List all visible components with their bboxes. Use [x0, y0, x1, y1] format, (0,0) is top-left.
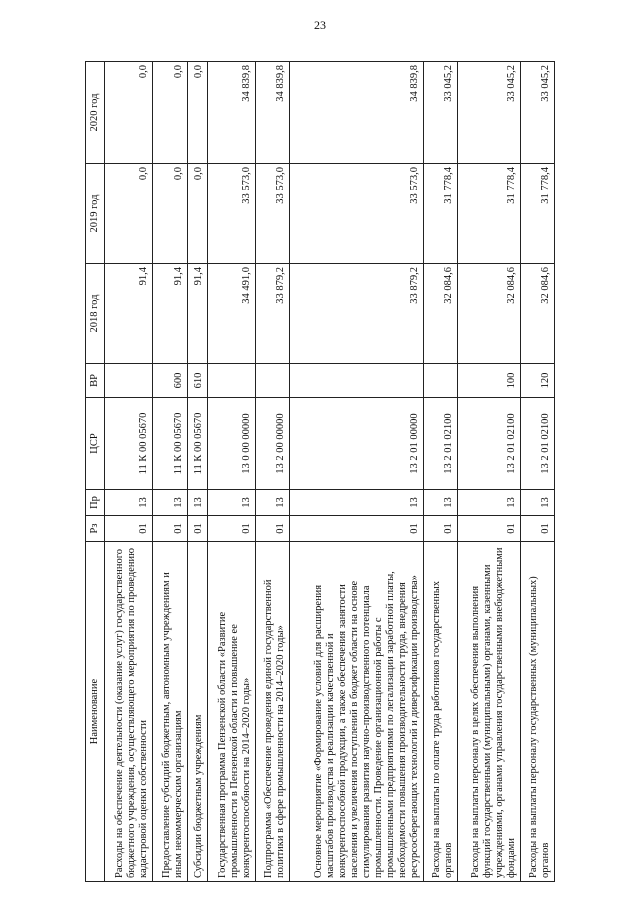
row-2018: 32 084,6	[520, 264, 554, 364]
row-csr: 11 К 00 05670	[153, 398, 187, 490]
row-pr: 13	[256, 490, 290, 516]
row-name: Государственная программа Пензенской области «Развитие промышленности в Пензенской области и повышение ее конкурентоспособности на 2014–2020 годы»	[207, 542, 255, 882]
row-rz: 01	[207, 516, 255, 542]
row-2018: 91,4	[187, 264, 207, 364]
row-pr: 13	[423, 490, 457, 516]
row-vr	[256, 364, 290, 398]
row-2018: 32 084,6	[458, 264, 521, 364]
row-2019: 31 778,4	[423, 164, 457, 264]
row-csr: 13 2 00 00000	[256, 398, 290, 490]
row-rz: 01	[520, 516, 554, 542]
page-number: 23	[314, 18, 326, 32]
row-pr: 13	[290, 490, 423, 516]
row-2018: 32 084,6	[423, 264, 457, 364]
row-name: Субсидии бюджетным учреждениям	[187, 542, 207, 882]
header-rz: Рз	[86, 516, 105, 542]
header-2020: 2020 год	[86, 62, 105, 164]
row-name: Расходы на выплаты персоналу в целях обеспечения выполнения функций государственными (муниципальными) органами, казенными учреждениями, органами управления государственными внебюджетными фондами	[458, 542, 521, 882]
row-pr: 13	[153, 490, 187, 516]
row-rz: 01	[290, 516, 423, 542]
row-2020: 0,0	[153, 62, 187, 164]
row-rz: 01	[105, 516, 153, 542]
table-row	[153, 62, 187, 882]
row-rz: 01	[187, 516, 207, 542]
header-vr: ВР	[86, 364, 105, 398]
row-name: Расходы на выплаты персоналу государственных (муниципальных) органов	[520, 542, 554, 882]
row-csr: 13 2 01 02100	[520, 398, 554, 490]
row-2019: 33 573,0	[290, 164, 423, 264]
row-2020: 0,0	[187, 62, 207, 164]
row-name: Расходы на выплаты по оплате труда работников государственных органов	[423, 542, 457, 882]
row-vr: 610	[187, 364, 207, 398]
row-pr: 13	[105, 490, 153, 516]
row-2020: 34 839,8	[290, 62, 423, 164]
row-2020: 33 045,2	[520, 62, 554, 164]
row-2019: 33 573,0	[256, 164, 290, 264]
row-rz: 01	[458, 516, 521, 542]
row-csr: 13 2 01 02100	[423, 398, 457, 490]
row-2019: 33 573,0	[207, 164, 255, 264]
header-2018: 2018 год	[86, 264, 105, 364]
budget-table-rotated	[85, 62, 555, 882]
table-row	[105, 62, 153, 882]
row-2020: 33 045,2	[458, 62, 521, 164]
row-2020: 34 839,8	[207, 62, 255, 164]
row-pr: 13	[207, 490, 255, 516]
row-2020: 33 045,2	[423, 62, 457, 164]
header-name: Наименование	[86, 542, 105, 882]
row-2019: 0,0	[105, 164, 153, 264]
table-row	[256, 62, 290, 882]
row-rz: 01	[423, 516, 457, 542]
row-vr	[423, 364, 457, 398]
row-2018: 91,4	[153, 264, 187, 364]
row-name: Подпрограмма «Обеспечение проведения единой государственной политики в сфере промышленности на 2014–2020 годы»	[256, 542, 290, 882]
table-row	[520, 62, 554, 882]
row-2019: 0,0	[153, 164, 187, 264]
row-rz: 01	[256, 516, 290, 542]
row-2020: 34 839,8	[256, 62, 290, 164]
header-2019: 2019 год	[86, 164, 105, 264]
row-2018: 91,4	[105, 264, 153, 364]
row-name: Расходы на обеспечение деятельности (оказание услуг) государственного бюджетного учреждения, осуществляющего мероприятия по проведению кадастровой оценки собственности	[105, 542, 153, 882]
row-vr	[207, 364, 255, 398]
row-name: Основное мероприятие «Формирование условий для расширения масштабов производства и реализации качественной и конкурентоспособной продукции, а также обеспечения занятости населения и увеличения поступлений в бюджет области на основе стимулирования развития научно-производственного потенциала промышленности. Проведение организационной работы с промышленными предприятиями по легализации заработной платы, необходимости повышения производительности труда, внедрения ресурсосберегающих технологий и диверсификации производства»	[290, 542, 423, 882]
row-2020: 0,0	[105, 62, 153, 164]
table-row	[458, 62, 521, 882]
row-pr: 13	[520, 490, 554, 516]
row-2018: 33 879,2	[290, 264, 423, 364]
row-vr	[105, 364, 153, 398]
row-vr: 100	[458, 364, 521, 398]
row-csr: 11 К 00 05670	[105, 398, 153, 490]
row-csr: 13 2 01 00000	[290, 398, 423, 490]
row-pr: 13	[458, 490, 521, 516]
row-rz: 01	[153, 516, 187, 542]
row-name: Предоставление субсидий бюджетным, автономным учреждениям и иным некоммерческим организациям	[153, 542, 187, 882]
row-2019: 0,0	[187, 164, 207, 264]
row-2019: 31 778,4	[520, 164, 554, 264]
table-row	[290, 62, 423, 882]
header-csr: ЦСР	[86, 398, 105, 490]
header-pr: Пр	[86, 490, 105, 516]
row-pr: 13	[187, 490, 207, 516]
budget-table	[85, 61, 555, 882]
table-row	[423, 62, 457, 882]
row-2018: 34 491,0	[207, 264, 255, 364]
table-row	[187, 62, 207, 882]
header-row	[86, 62, 105, 882]
table-row	[207, 62, 255, 882]
row-2019: 31 778,4	[458, 164, 521, 264]
row-vr: 120	[520, 364, 554, 398]
row-vr	[290, 364, 423, 398]
row-csr: 13 0 00 00000	[207, 398, 255, 490]
row-2018: 33 879,2	[256, 264, 290, 364]
row-csr: 11 К 00 05670	[187, 398, 207, 490]
row-vr: 600	[153, 364, 187, 398]
row-csr: 13 2 01 02100	[458, 398, 521, 490]
